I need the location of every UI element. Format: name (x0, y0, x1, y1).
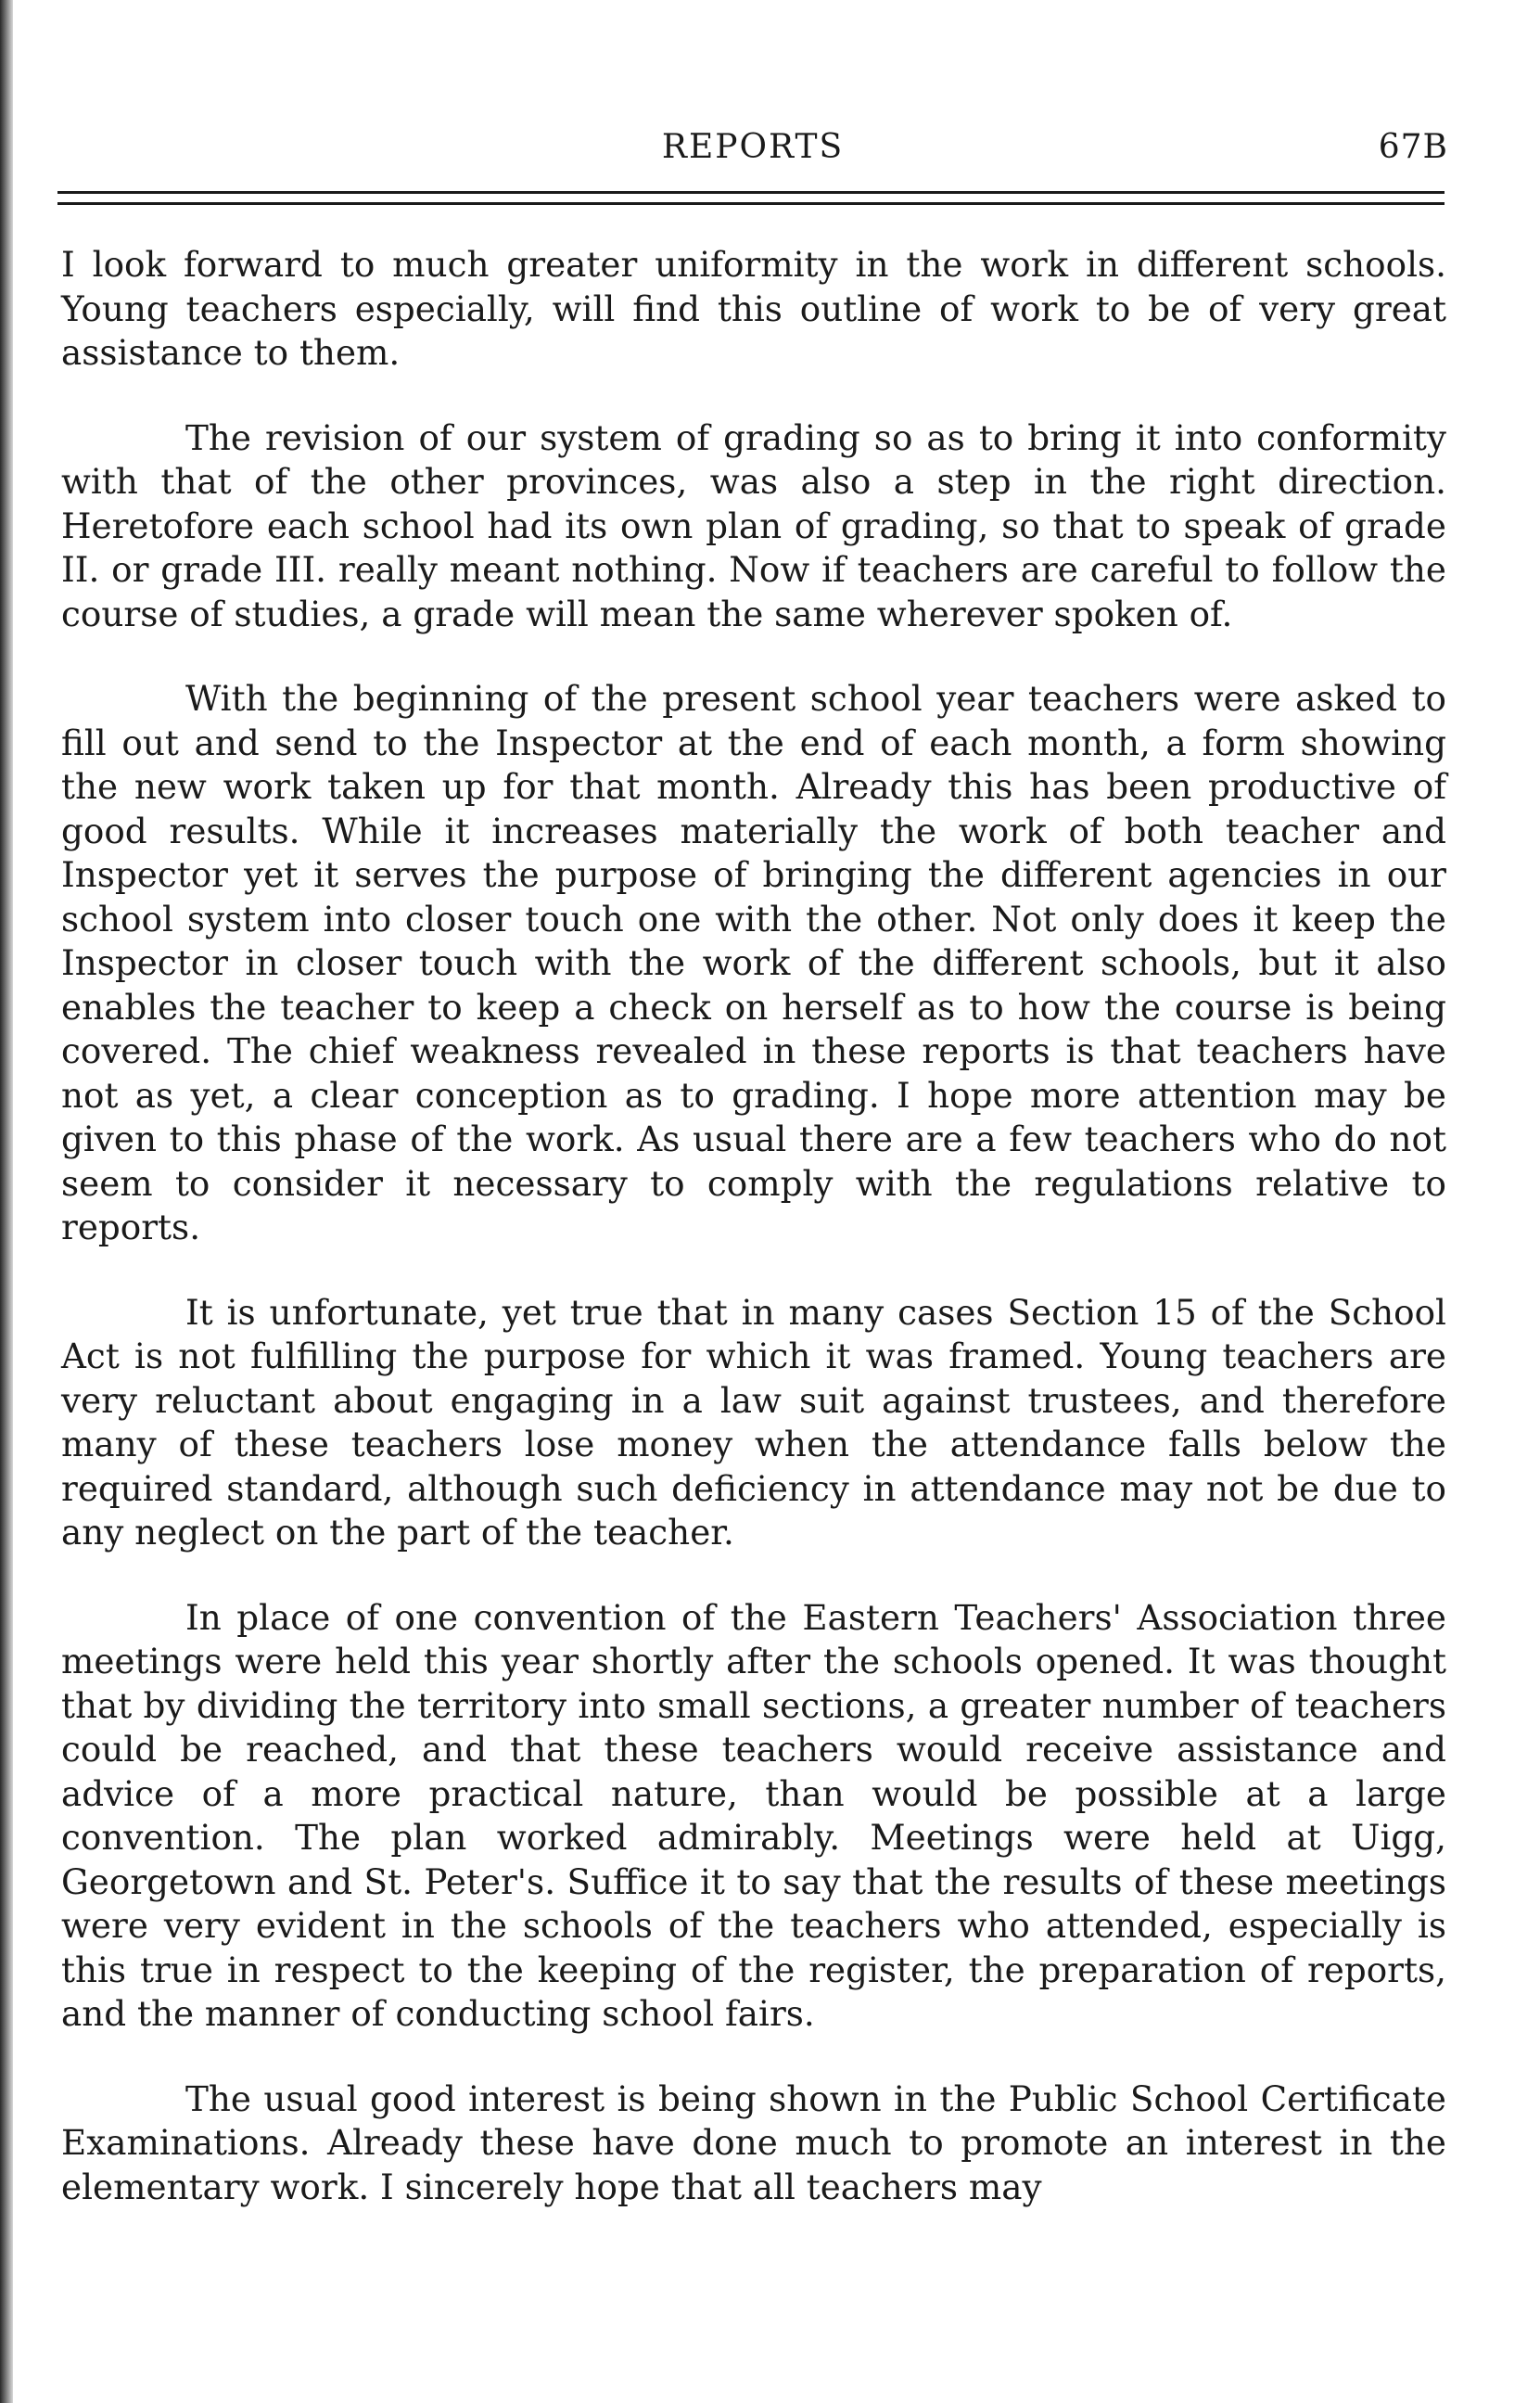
running-head: REPORTS (661, 128, 845, 166)
paragraph-teachers-meetings: In place of one convention of the Eastern Teachers' Association three meetings were held this year shortly after the schools opened. It was thought that by dividing the territory into small sections, a greater number of teachers could be reached, and that these teachers would receive assistance and advice of a more practical nature, than would be possible at a large convention. The plan worked admirably. Meetings were held at Uigg, Georgetown and St. Peter's. Suffice it to say that the results of these meetings were very evident in the schools of the teachers who attended, especially is this true in respect to the keeping of the register, the preparation of reports, and the manner of conducting school fairs. (61, 1596, 1446, 2034)
paragraph-uniformity: I look forward to much greater uniformity in the work in different schools. Young teachers especially, will find this outline of work to be of very great assistance to them. (61, 244, 1446, 373)
paragraph-certificate-exams: The usual good interest is being shown in the Public School Certificate Examinations. Already these have done much to promote an interest in the elementary work. I sincerely hope that all teachers may (61, 2077, 1446, 2207)
page-number: 67B (1378, 128, 1448, 166)
paragraph-grading-revision: The revision of our system of grading so as to bring it into conformity with that of the other provinces, was also a step in the right direction. Heretofore each school had its own plan of grading, so that to speak of grade II. or grade III. really meant nothing. Now if teachers are careful to follow the course of studies, a grade will mean the same wherever spoken of. (61, 416, 1446, 634)
page-binding-edge (0, 0, 13, 2403)
page-header (57, 122, 1448, 178)
paragraph-section-15: It is unfortunate, yet true that in many cases Section 15 of the School Act is not fulfilling the purpose for which it was framed. Young teachers are very reluctant about engaging in a law suit against trustees, and therefore many of these teachers lose money when the attendance falls below the required standard, although such deficiency in attendance may not be due to any neglect on the part of the teacher. (61, 1291, 1446, 1553)
header-rule-top (57, 191, 1445, 194)
paragraph-monthly-reports: With the beginning of the present school year teachers were asked to fill out and send to the Inspector at the end of each month, a form showing the new work taken up for that month. Already this has been productive of good results. While it increases materially the work of both teacher and Inspector yet it serves the purpose of bringing the different agencies in our school system into closer touch one with the other. Not only does it keep the Inspector in closer touch with the work of the different schools, but it also enables the teacher to keep a check on herself as to how the course is being covered. The chief weakness revealed in these reports is that teachers have not as yet, a clear conception as to grading. I hope more attention may be given to this phase of the work. As usual there are a few teachers who do not seem to consider it necessary to comply with the regulations relative to reports. (61, 678, 1446, 1247)
body-text (61, 243, 1446, 2250)
header-rule-bottom (57, 202, 1445, 205)
